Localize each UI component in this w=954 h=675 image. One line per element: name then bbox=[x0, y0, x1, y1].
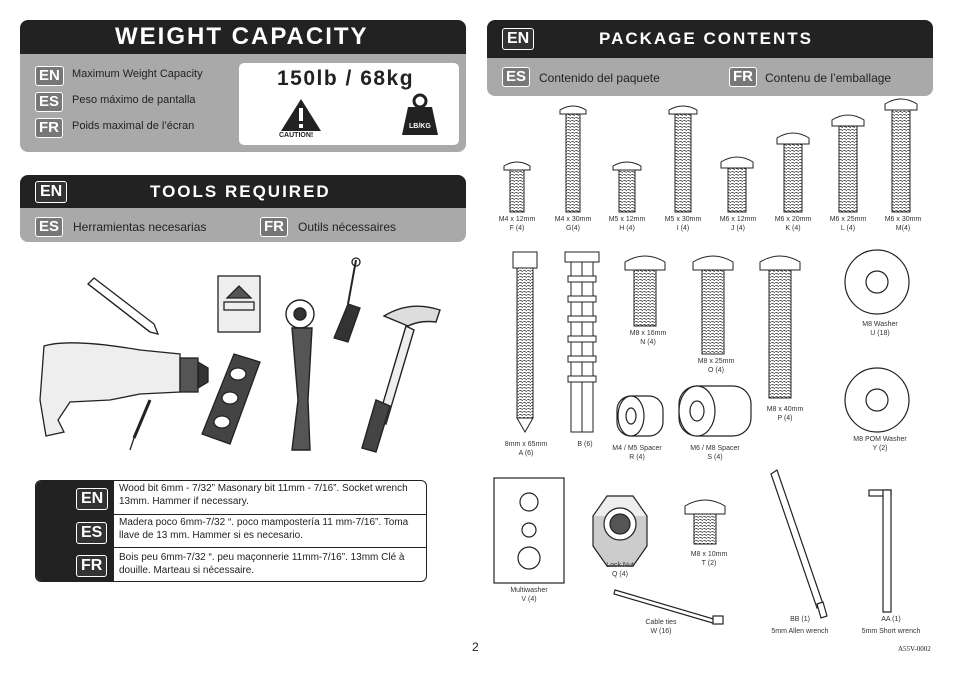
tools-text-fr: Outils nécessaires bbox=[298, 220, 397, 234]
part-label-b: B (6) bbox=[577, 441, 593, 448]
note-row-en bbox=[36, 481, 426, 514]
screw-l-icon bbox=[832, 115, 864, 212]
weight-tag: LB/KG bbox=[409, 123, 431, 130]
washer-y-icon bbox=[845, 368, 909, 432]
part-label-t: M8 x 10mm T (2) bbox=[690, 551, 728, 567]
screw-j-icon bbox=[721, 157, 753, 212]
part-label-j: M6 x 12mm J (4) bbox=[719, 216, 757, 232]
tools-lang-badge-fr: FR bbox=[260, 217, 288, 237]
caution-triangle-icon bbox=[279, 97, 323, 133]
note-lang-badge-fr: FR bbox=[76, 555, 107, 577]
weight-icon bbox=[400, 93, 440, 137]
hammer-icon bbox=[362, 306, 440, 452]
package-lang-badge-fr: FR bbox=[729, 67, 757, 87]
spacer-r-icon bbox=[617, 396, 663, 436]
lag-bolt-a-icon bbox=[513, 252, 537, 432]
hardware-illustration bbox=[487, 96, 947, 656]
package-lang-badge-en: EN bbox=[502, 28, 534, 50]
note-text-es: Madera poco 6mm-7/32 “. poco mampostería 11 mm-7/16”. Toma llave de 13 mm. Hammer si es necesario. bbox=[119, 517, 409, 541]
page-number: 2 bbox=[472, 640, 479, 654]
part-label-f: M4 x 12mm F (4) bbox=[498, 216, 536, 232]
lock-nut-q-icon bbox=[593, 496, 647, 566]
note-row-fr bbox=[36, 547, 426, 582]
weight-text-fr: Poids maximal de l’écran bbox=[72, 120, 195, 132]
tools-lang-badge-en: EN bbox=[35, 181, 67, 203]
tools-header bbox=[20, 175, 466, 208]
screw-f-icon bbox=[504, 162, 530, 212]
lang-badge-es: ES bbox=[35, 92, 63, 112]
screw-t-icon bbox=[685, 500, 725, 544]
weight-text-en: Maximum Weight Capacity bbox=[72, 68, 203, 80]
part-label-m: M6 x 30mm M(4) bbox=[884, 216, 922, 232]
screw-g-icon bbox=[560, 106, 586, 212]
note-row-es bbox=[36, 514, 426, 548]
weight-lang-row-es bbox=[35, 92, 196, 112]
part-label-l: M6 x 25mm L (4) bbox=[829, 216, 867, 232]
tools-section bbox=[20, 175, 466, 242]
package-title: PACKAGE CONTENTS bbox=[599, 29, 813, 48]
document-code: A55V-0002 bbox=[898, 645, 931, 653]
part-label-w: Cable ties W (16) bbox=[645, 619, 677, 635]
package-text-fr: Contenu de l’emballage bbox=[765, 71, 892, 85]
part-label-n: M8 x 16mm N (4) bbox=[629, 330, 667, 346]
caution-label: CAUTION! bbox=[279, 132, 314, 139]
part-label-o: M8 x 25mm O (4) bbox=[697, 358, 735, 374]
weight-capacity-title: WEIGHT CAPACITY bbox=[115, 23, 369, 50]
note-lang-badge-en: EN bbox=[76, 488, 108, 510]
part-label-i: M5 x 30mm I (4) bbox=[664, 216, 702, 232]
part-label-u: M8 Washer U (18) bbox=[862, 321, 898, 337]
lang-badge-en: EN bbox=[35, 66, 64, 86]
part-label-h: M5 x 12mm H (4) bbox=[608, 216, 646, 232]
part-label-bb: BB (1) 5mm Allen wrench bbox=[771, 616, 829, 635]
washer-u-icon bbox=[845, 250, 909, 314]
weight-text-es: Peso máximo de pantalla bbox=[72, 94, 196, 106]
package-header bbox=[487, 20, 933, 58]
weight-lang-row-fr bbox=[35, 118, 195, 138]
package-section bbox=[487, 20, 933, 96]
tools-title: TOOLS REQUIRED bbox=[150, 182, 331, 201]
notes-table bbox=[35, 480, 427, 582]
pencil-icon bbox=[88, 278, 158, 334]
capacity-panel bbox=[239, 63, 459, 145]
screw-h-icon bbox=[613, 162, 641, 212]
screw-i-icon bbox=[669, 106, 697, 212]
multiwasher-v-icon bbox=[494, 478, 564, 583]
part-label-v: Multiwasher V (4) bbox=[510, 587, 548, 603]
part-label-p: M8 x 40mm P (4) bbox=[766, 406, 804, 422]
weight-lang-row-en bbox=[35, 66, 203, 86]
part-label-aa: AA (1) 5mm Short wrench bbox=[861, 616, 921, 635]
screw-m-icon bbox=[885, 99, 917, 212]
package-text-es: Contenido del paquete bbox=[539, 71, 660, 85]
package-lang-badge-es: ES bbox=[502, 67, 530, 87]
tools-illustration bbox=[30, 250, 460, 470]
socket-wrench-icon bbox=[286, 300, 314, 450]
lang-badge-fr: FR bbox=[35, 118, 63, 138]
note-text-en: Wood bit 6mm - 7/32” Masonary bit 11mm - 7/16”. Socket wrench 13mm. Hammer if necessary. bbox=[119, 483, 408, 507]
screwdriver-icon bbox=[334, 258, 360, 342]
note-text-fr: Bois peu 6mm-7/32 “. peu maçonnerie 11mm-7/16”. 13mm Clé à douille. Marteau si nécessaire. bbox=[119, 552, 405, 576]
spacer-s-icon bbox=[679, 386, 751, 436]
note-lang-badge-es: ES bbox=[76, 522, 107, 544]
screw-n-icon bbox=[625, 256, 665, 326]
screw-o-icon bbox=[693, 256, 733, 354]
screw-p-icon bbox=[760, 256, 800, 398]
capacity-value: 150lb / 68kg bbox=[277, 67, 415, 90]
part-label-r: M4 / M5 Spacer R (4) bbox=[612, 445, 662, 461]
part-label-g: M4 x 30mm G(4) bbox=[554, 216, 592, 232]
drill-icon bbox=[40, 343, 208, 450]
tools-text-es: Herramientas necesarias bbox=[73, 220, 207, 234]
screw-k-icon bbox=[777, 133, 809, 212]
weight-capacity-section bbox=[20, 20, 466, 152]
weight-capacity-header bbox=[20, 20, 466, 54]
level-icon bbox=[202, 276, 260, 444]
tools-lang-badge-es: ES bbox=[35, 217, 63, 237]
part-label-q: Lock Nut Q (4) bbox=[606, 562, 634, 578]
part-label-a: 8mm x 65mm A (6) bbox=[504, 441, 548, 457]
short-wrench-aa-icon bbox=[869, 490, 891, 612]
part-label-s: M6 / M8 Spacer S (4) bbox=[690, 445, 740, 461]
part-label-y: M8 POM Washer Y (2) bbox=[853, 436, 907, 452]
anchor-b-icon bbox=[565, 252, 599, 432]
allen-wrench-bb-icon bbox=[771, 470, 827, 618]
part-label-k: M6 x 20mm K (4) bbox=[774, 216, 812, 232]
